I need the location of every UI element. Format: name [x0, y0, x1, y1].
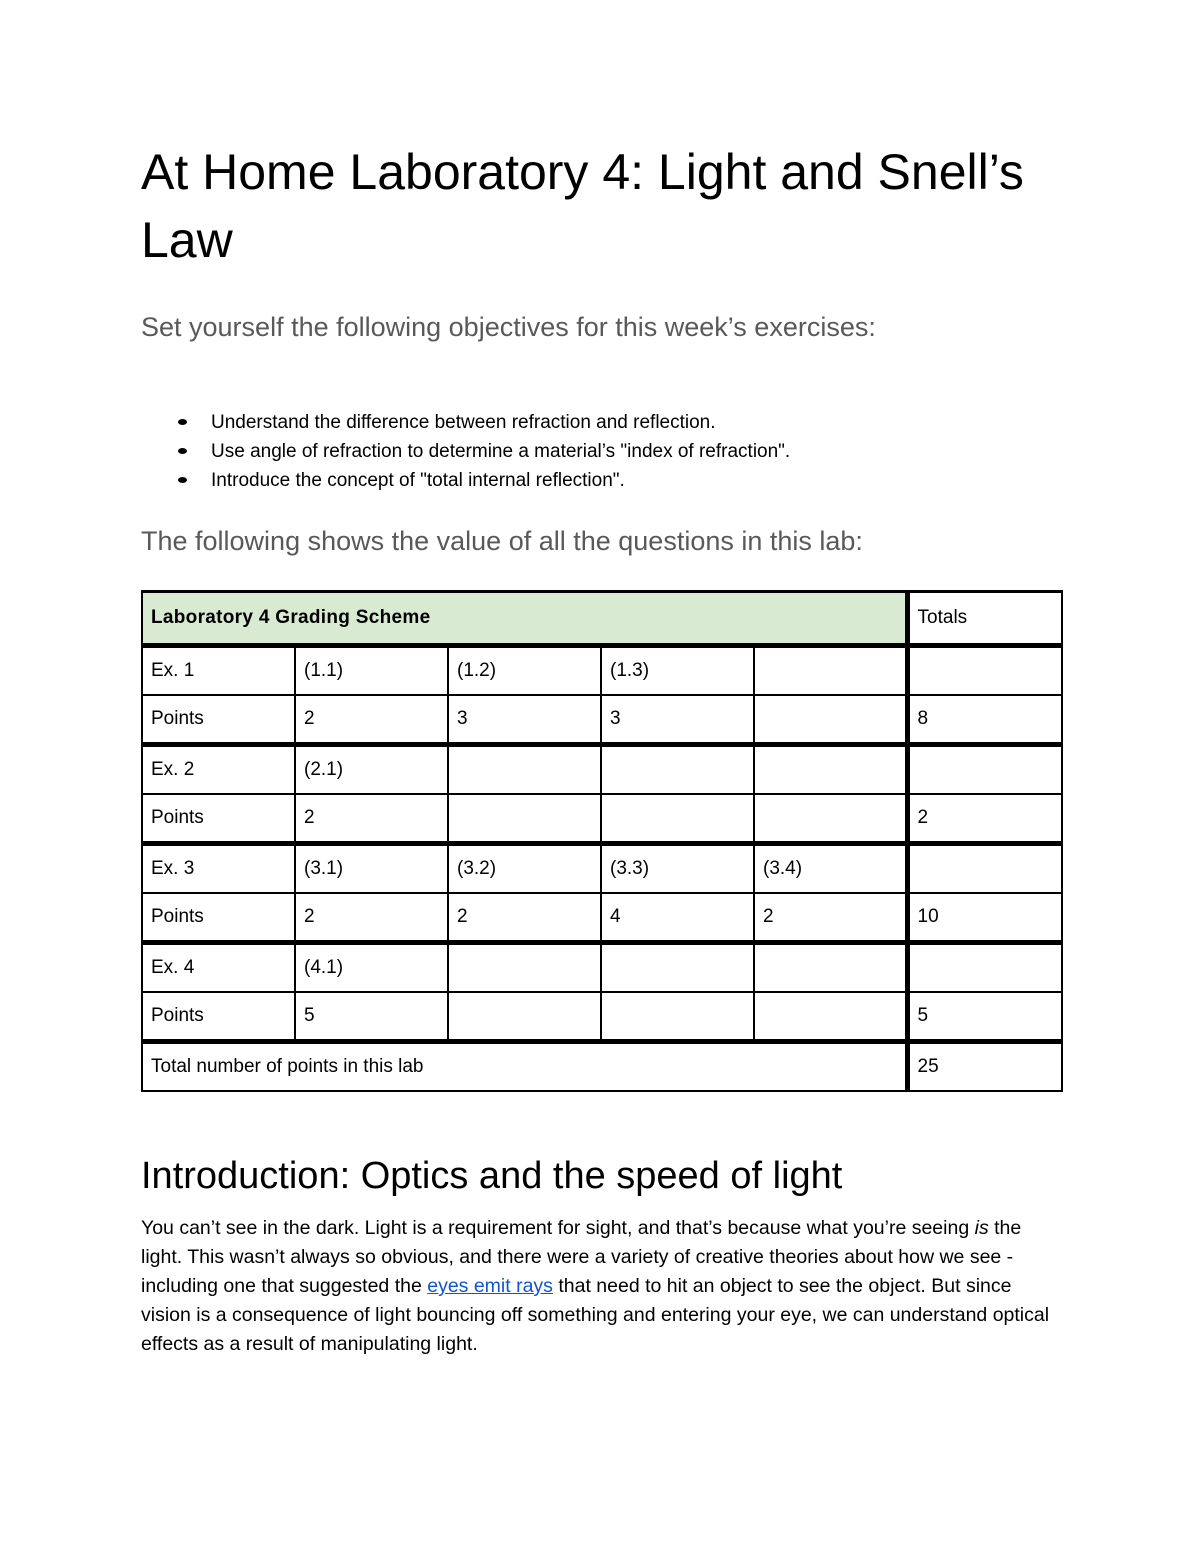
table-row: [142, 794, 1062, 844]
table-cell: Points: [142, 695, 295, 745]
table-cell: Ex. 4: [142, 943, 295, 993]
table-cell: 2: [295, 695, 448, 745]
table-cell: [754, 992, 907, 1042]
table-cell: 2: [754, 893, 907, 943]
table-cell: [448, 992, 601, 1042]
table-lead: The following shows the value of all the questions in this lab:: [141, 526, 863, 556]
table-cell: [601, 943, 754, 993]
table-cell: [601, 794, 754, 844]
table-row: [142, 745, 1062, 795]
table-row: [142, 992, 1062, 1042]
intro-text: the light. This wasn’t always so obvious, and there were a variety of creative theories about how we see - including one that suggested the: [141, 1217, 1022, 1297]
table-cell: [907, 943, 1062, 993]
table-row: [142, 943, 1062, 993]
table-cell: [448, 943, 601, 993]
table-cell: 5: [907, 992, 1062, 1042]
table-cell: 10: [907, 893, 1062, 943]
eyes-emit-rays-link[interactable]: eyes emit rays: [427, 1275, 553, 1297]
table-cell: (3.4): [754, 844, 907, 894]
intro-text: that need to hit an object to see the object. But since vision is a consequence of light bouncing off something and entering your eye, we can understand optical effects as a result of manipulating light.: [141, 1275, 1050, 1355]
table-cell: 3: [448, 695, 601, 745]
table-cell: [907, 745, 1062, 795]
intro-heading: Introduction: Optics and the speed of light: [141, 1155, 843, 1197]
table-cell: [448, 745, 601, 795]
table-cell: [601, 992, 754, 1042]
table-cell: (3.2): [448, 844, 601, 894]
table-cell: [754, 646, 907, 696]
table-cell: (1.3): [601, 646, 754, 696]
table-cell: [754, 745, 907, 795]
table-cell: (2.1): [295, 745, 448, 795]
table-cell: 3: [601, 695, 754, 745]
table-cell: 2: [448, 893, 601, 943]
objectives-subtitle: Set yourself the following objectives for this week’s exercises:: [141, 312, 876, 342]
table-cell: [754, 695, 907, 745]
intro-text: You can’t see in the dark. Light is a requirement for sight, and that’s because what you’re seeing: [141, 1217, 975, 1239]
grading-scheme-header: Laboratory 4 Grading Scheme: [142, 592, 907, 646]
total-label: Total number of points in this lab: [142, 1042, 907, 1092]
table-cell: 2: [295, 893, 448, 943]
table-cell: (1.2): [448, 646, 601, 696]
table-cell: [754, 794, 907, 844]
table-cell: [907, 844, 1062, 894]
table-cell: Ex. 3: [142, 844, 295, 894]
table-cell: Ex. 2: [142, 745, 295, 795]
list-item: Use angle of refraction to determine a material’s "index of refraction".: [176, 437, 790, 466]
list-item: Understand the difference between refraction and reflection.: [176, 408, 790, 437]
table-header-row: [142, 592, 1062, 646]
intro-emphasis: is: [974, 1217, 989, 1239]
table-row: [142, 893, 1062, 943]
table-cell: Points: [142, 992, 295, 1042]
table-row: [142, 646, 1062, 696]
table-total-row: [142, 1042, 1062, 1092]
intro-paragraph: [141, 1214, 1066, 1359]
table-cell: 2: [907, 794, 1062, 844]
table-cell: [601, 745, 754, 795]
grading-table: [141, 590, 1063, 1092]
totals-header: Totals: [907, 592, 1062, 646]
table-cell: Ex. 1: [142, 646, 295, 696]
objectives-list: [176, 408, 790, 495]
list-item: Introduce the concept of "total internal reflection".: [176, 466, 790, 495]
page-title: At Home Laboratory 4: Light and Snell’s Law: [141, 144, 1024, 268]
table-cell: 2: [295, 794, 448, 844]
table-cell: Points: [142, 893, 295, 943]
total-value: 25: [907, 1042, 1062, 1092]
table-row: [142, 695, 1062, 745]
table-cell: 8: [907, 695, 1062, 745]
table-cell: [448, 794, 601, 844]
table-cell: 5: [295, 992, 448, 1042]
table-cell: 4: [601, 893, 754, 943]
table-row: [142, 844, 1062, 894]
table-cell: (4.1): [295, 943, 448, 993]
table-cell: Points: [142, 794, 295, 844]
table-cell: (3.3): [601, 844, 754, 894]
table-cell: [907, 646, 1062, 696]
table-cell: (3.1): [295, 844, 448, 894]
table-cell: [754, 943, 907, 993]
table-cell: (1.1): [295, 646, 448, 696]
